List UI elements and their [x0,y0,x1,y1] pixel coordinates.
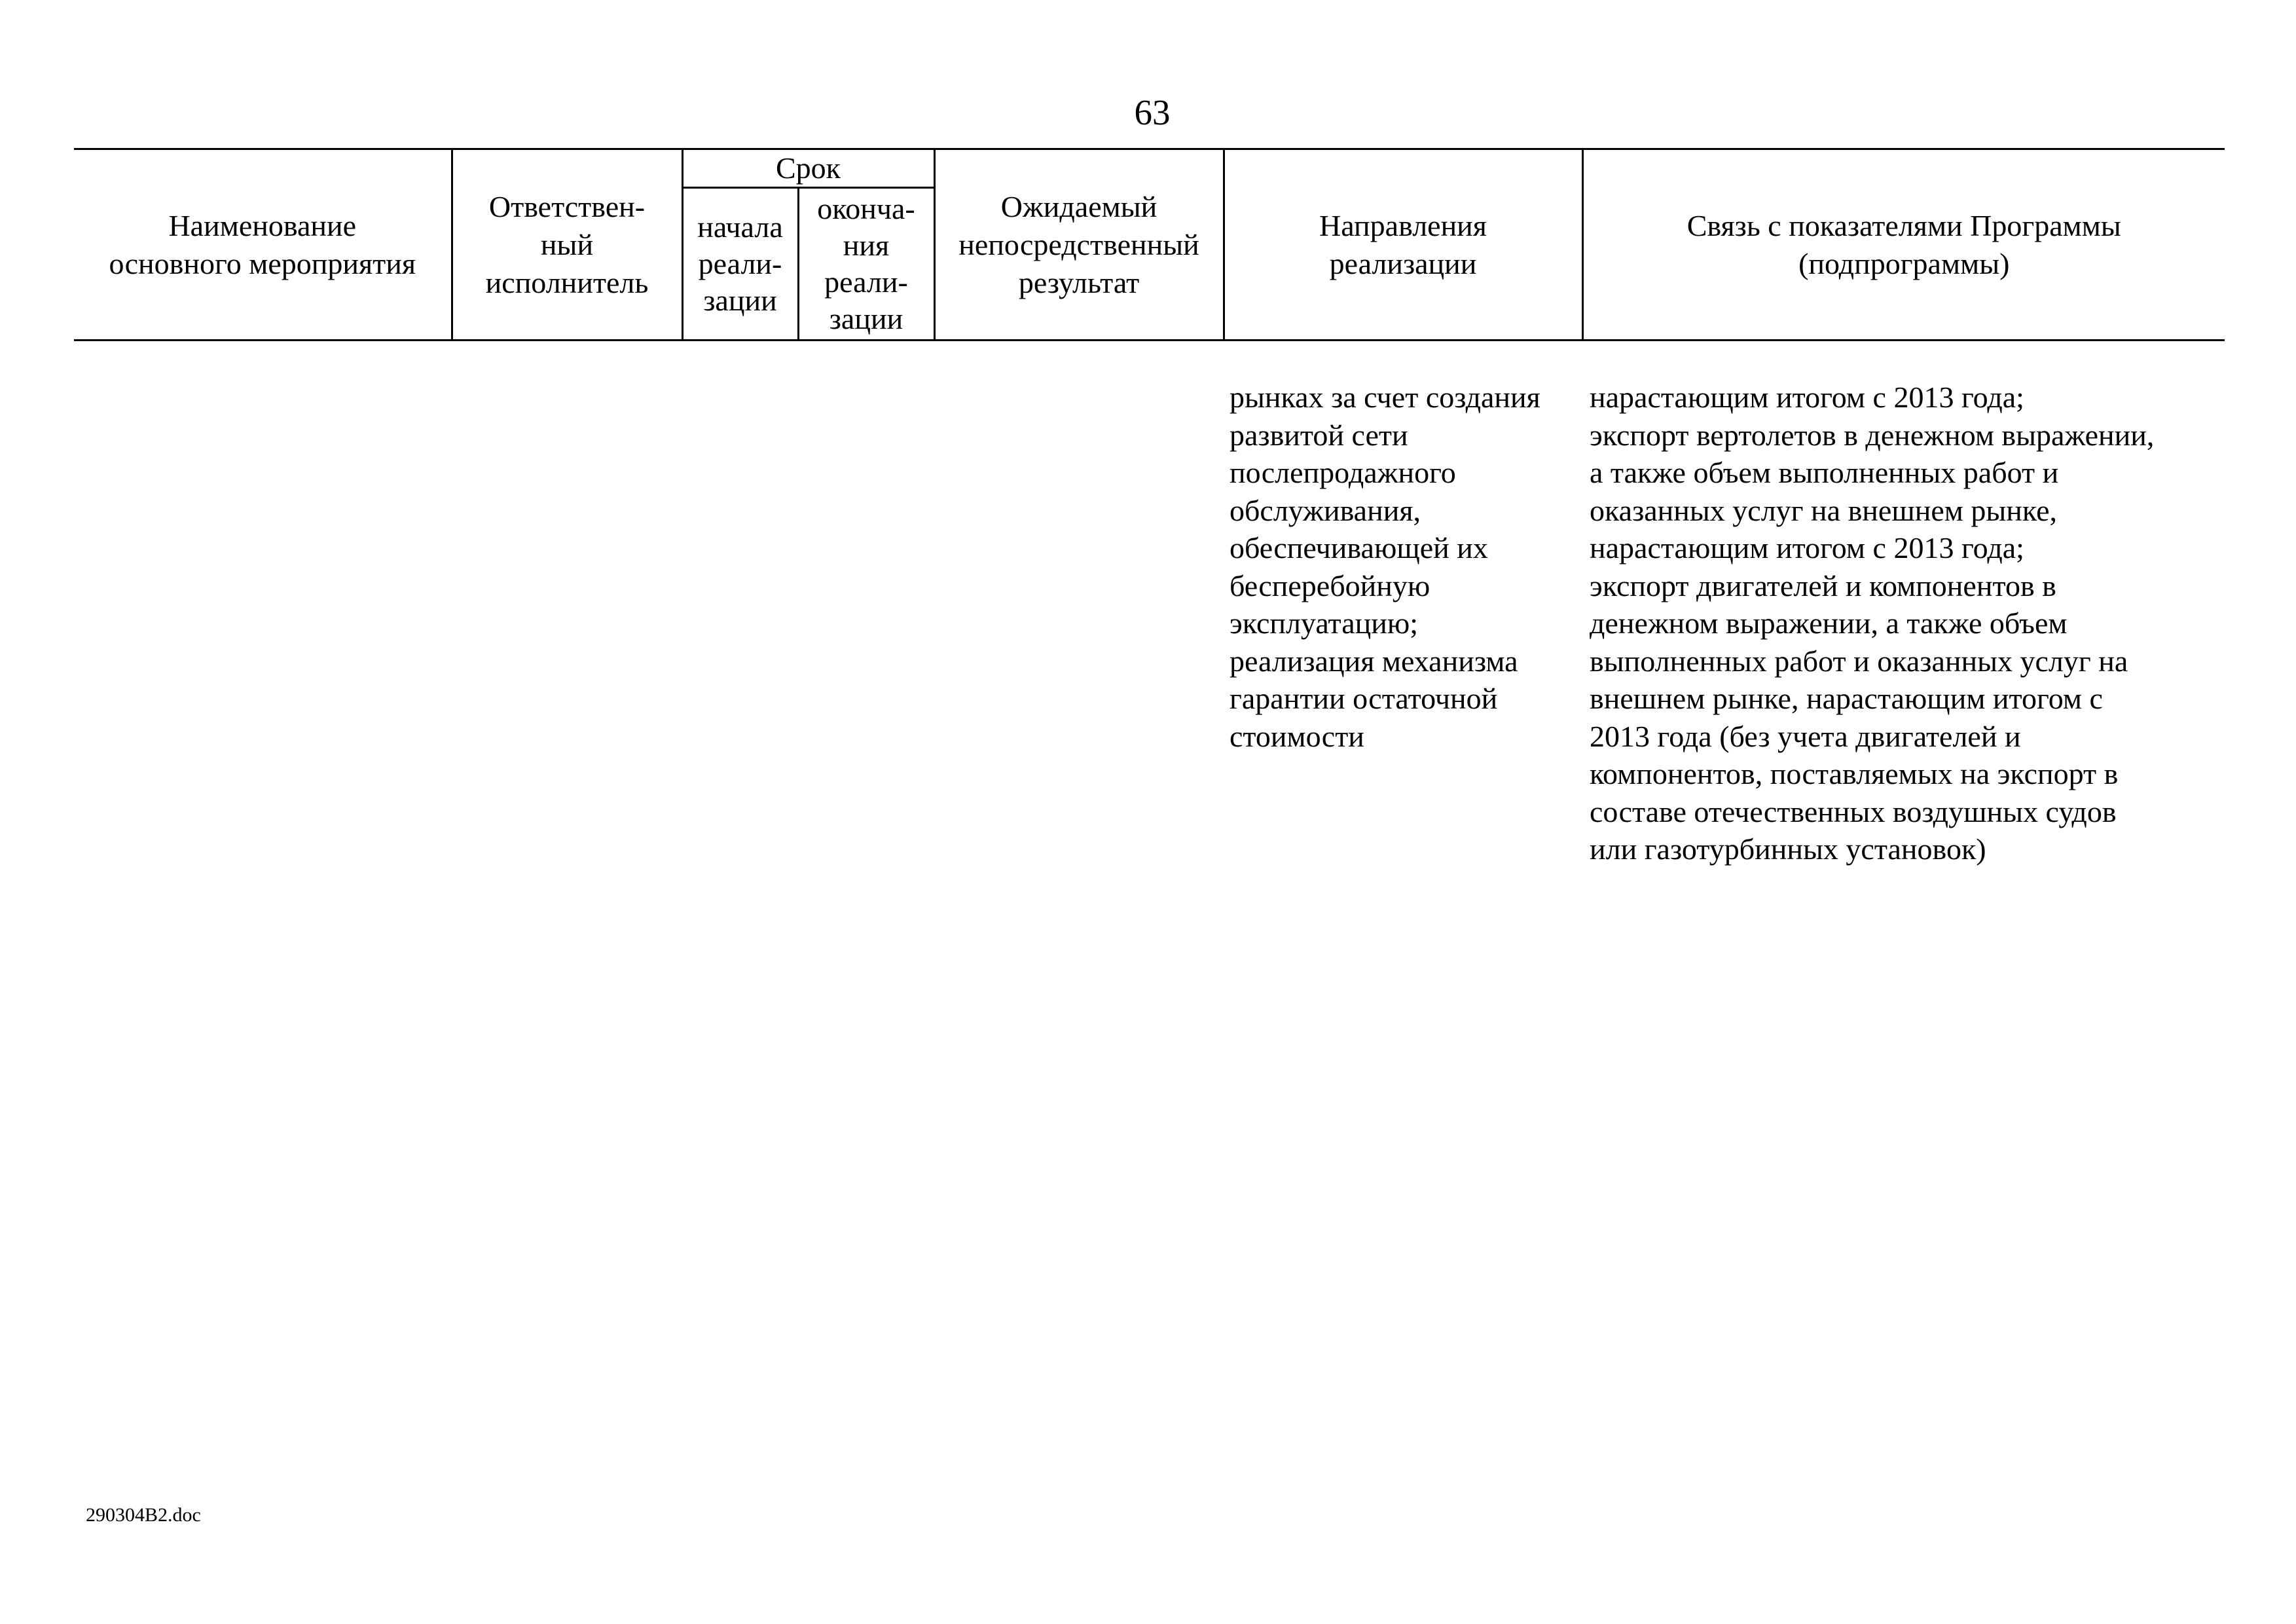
page-number: 63 [1134,92,1171,132]
header-name: Наименование основного мероприятия [74,149,452,341]
header-link: Связь с показателями Программы (подпрограммы) [1582,149,2225,341]
header-term-end: оконча- ния реали- зации [798,188,934,341]
footer-filename: 290304B2.doc [86,1504,201,1526]
directions-text: рынках за счет создания развитой сети послепродажного обслуживания, обеспечивающей их бесперебойную эксплуатацию; реализация механизма гарантии остаточной стоимости [1230,380,1540,753]
table-header [74,148,2225,341]
header-responsible: Ответствен- ный исполнитель [452,149,682,341]
header-result: Ожидаемый непосредственный результат [934,149,1224,341]
program-link-text: нарастающим итогом с 2013 года; экспорт вертолетов в денежном выражении, а также объем выполненных работ и оказанных услуг на внешнем рынке, нарастающим итогом с 2013 года; экспорт двигателей и компонентов в денежном выражении, а также объем выполненных работ и оказанных услуг на внешнем рынке, нарастающим итогом с 2013 года (без учета двигателей и компонентов, поставляемых на экспорт в составе отечественных воздушных судов или газотурбинных установок) [1590,380,2155,866]
header-directions: Направления реализации [1224,149,1582,341]
header-term: Срок [682,149,934,188]
header-term-start: начала реали- зации [682,188,798,341]
